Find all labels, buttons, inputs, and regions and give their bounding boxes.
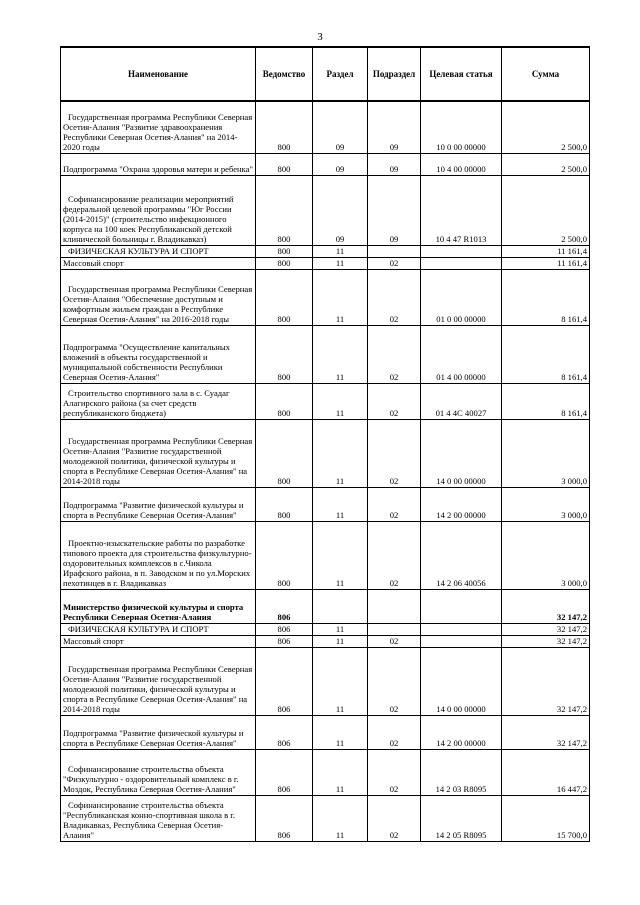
row-sum: 32 147,2 <box>502 647 590 715</box>
row-subsection: 02 <box>368 635 421 647</box>
table-row <box>61 175 590 245</box>
row-section: 11 <box>313 383 368 419</box>
row-subsection <box>368 623 421 635</box>
row-target-article: 14 2 06 40056 <box>421 521 502 589</box>
row-subsection: 02 <box>368 269 421 325</box>
row-department: 800 <box>256 101 313 153</box>
row-subsection: 09 <box>368 175 421 245</box>
row-section <box>313 589 368 623</box>
table-row <box>61 715 590 749</box>
row-department: 806 <box>256 715 313 749</box>
table-row <box>61 419 590 487</box>
row-department: 800 <box>256 521 313 589</box>
table-row <box>61 635 590 647</box>
table-row <box>61 245 590 257</box>
row-name: Строительство спортивного зала в с. Суадаг Алагирского района (за счет средств республиканского бюджета) <box>61 383 256 419</box>
row-name: Подпрограмма "Развитие физической культуры и спорта в Республике Северная Осетия-Алания" <box>61 715 256 749</box>
table-row <box>61 749 590 795</box>
row-department: 800 <box>256 175 313 245</box>
row-target-article: 14 2 00 00000 <box>421 487 502 521</box>
header-department: Ведомство <box>256 47 313 101</box>
row-section: 09 <box>313 101 368 153</box>
row-section: 11 <box>313 715 368 749</box>
row-department: 806 <box>256 647 313 715</box>
row-target-article <box>421 623 502 635</box>
row-name: Государственная программа Республики Северная Осетия-Алания "Развитие здравоохранения Республики Северная Осетия-Алания" на 2014-2020 годы <box>61 101 256 153</box>
table-row <box>61 153 590 175</box>
row-sum: 2 500,0 <box>502 175 590 245</box>
row-sum: 3 000,0 <box>502 521 590 589</box>
row-name: Государственная программа Республики Северная Осетия-Алания "Развитие государственной молодежной политики, физической культуры и спорта в Республике Северная Осетия-Алания" на 2014-2018 годы <box>61 647 256 715</box>
row-department: 800 <box>256 153 313 175</box>
row-target-article: 10 0 00 00000 <box>421 101 502 153</box>
row-sum: 15 700,0 <box>502 795 590 841</box>
row-target-article: 01 0 00 00000 <box>421 269 502 325</box>
row-department: 806 <box>256 623 313 635</box>
row-sum: 32 147,2 <box>502 635 590 647</box>
row-section: 11 <box>313 647 368 715</box>
row-sum: 11 161,4 <box>502 245 590 257</box>
row-section: 11 <box>313 623 368 635</box>
table-header-row <box>61 47 590 101</box>
row-target-article: 10 4 47 R1013 <box>421 175 502 245</box>
row-section: 11 <box>313 245 368 257</box>
row-name: ФИЗИЧЕСКАЯ КУЛЬТУРА И СПОРТ <box>61 623 256 635</box>
row-sum: 32 147,2 <box>502 623 590 635</box>
table-row <box>61 383 590 419</box>
header-section: Раздел <box>313 47 368 101</box>
row-name: Массовый спорт <box>61 257 256 269</box>
row-subsection: 02 <box>368 383 421 419</box>
table-row <box>61 647 590 715</box>
row-sum: 2 500,0 <box>502 101 590 153</box>
header-subsection: Подраздел <box>368 47 421 101</box>
row-department: 800 <box>256 383 313 419</box>
row-section: 09 <box>313 153 368 175</box>
row-target-article <box>421 245 502 257</box>
row-sum: 11 161,4 <box>502 257 590 269</box>
table-row <box>61 487 590 521</box>
row-sum: 8 161,4 <box>502 269 590 325</box>
row-name: Государственная программа Республики Северная Осетия-Алания "Обеспечение доступным и комфортным жильем граждан в Республике Северная Осетия-Алания" на 2016-2018 годы <box>61 269 256 325</box>
row-target-article: 01 4 00 00000 <box>421 325 502 383</box>
row-target-article: 14 0 00 00000 <box>421 647 502 715</box>
row-department: 800 <box>256 245 313 257</box>
row-name: Софинансирование реализации мероприятий федеральной целевой программы "Юг России (2014-2015)" (строительство инфекционного корпуса на 100 коек Республиканской детской клинической больницы г. Владикавказ) <box>61 175 256 245</box>
row-section: 11 <box>313 635 368 647</box>
row-department: 806 <box>256 795 313 841</box>
row-subsection: 09 <box>368 153 421 175</box>
row-name: Подпрограмма "Охрана здоровья матери и ребенка" <box>61 153 256 175</box>
row-name: Массовый спорт <box>61 635 256 647</box>
row-name: Министерство физической культуры и спорта Республики Северная Осетия-Алания <box>61 589 256 623</box>
row-department: 806 <box>256 635 313 647</box>
row-section: 11 <box>313 419 368 487</box>
table-row <box>61 589 590 623</box>
row-sum: 32 147,2 <box>502 715 590 749</box>
row-sum: 8 161,4 <box>502 383 590 419</box>
header-name: Наименование <box>61 47 256 101</box>
row-subsection: 02 <box>368 749 421 795</box>
row-department: 806 <box>256 589 313 623</box>
row-name: Государственная программа Республики Северная Осетия-Алания "Развитие государственной молодежной политики, физической культуры и спорта в Республике Северная Осетия-Алания" на 2014-2018 годы <box>61 419 256 487</box>
row-target-article <box>421 589 502 623</box>
row-section: 11 <box>313 487 368 521</box>
row-target-article: 01 4 4С 40027 <box>421 383 502 419</box>
row-target-article: 14 0 00 00000 <box>421 419 502 487</box>
row-section: 11 <box>313 521 368 589</box>
row-department: 800 <box>256 487 313 521</box>
budget-table <box>60 46 590 842</box>
row-name: Подпрограмма "Осуществление капитальных вложений в объекты государственной и муниципальной собственности Республики Северная Осетия-Алания" <box>61 325 256 383</box>
table-row <box>61 101 590 153</box>
row-section: 11 <box>313 257 368 269</box>
table-row <box>61 325 590 383</box>
row-target-article <box>421 635 502 647</box>
row-target-article: 14 2 03 R8095 <box>421 749 502 795</box>
row-name: Софинансирование строительства объекта "Физкультурно - оздоровительный комплекс в г. Моздок, Республика Северная Осетия-Алания" <box>61 749 256 795</box>
row-name: Софинансирование строительства объекта "Республиканская конно-спортивная школа в г. Владикавказ, Республика Северная Осетия-Алания" <box>61 795 256 841</box>
row-subsection: 02 <box>368 487 421 521</box>
table-row <box>61 795 590 841</box>
table-row <box>61 521 590 589</box>
row-subsection: 02 <box>368 257 421 269</box>
row-department: 800 <box>256 419 313 487</box>
table-row <box>61 623 590 635</box>
row-name: Подпрограмма "Развитие физической культуры и спорта в Республике Северная Осетия-Алания" <box>61 487 256 521</box>
row-name: ФИЗИЧЕСКАЯ КУЛЬТУРА И СПОРТ <box>61 245 256 257</box>
row-section: 09 <box>313 175 368 245</box>
row-department: 800 <box>256 325 313 383</box>
row-sum: 8 161,4 <box>502 325 590 383</box>
row-subsection: 02 <box>368 647 421 715</box>
row-sum: 16 447,2 <box>502 749 590 795</box>
row-sum: 32 147,2 <box>502 589 590 623</box>
row-target-article: 14 2 00 00000 <box>421 715 502 749</box>
row-subsection: 02 <box>368 715 421 749</box>
row-subsection <box>368 245 421 257</box>
row-target-article <box>421 257 502 269</box>
row-sum: 3 000,0 <box>502 487 590 521</box>
header-sum: Сумма <box>502 47 590 101</box>
table-row <box>61 269 590 325</box>
row-department: 800 <box>256 269 313 325</box>
row-subsection: 02 <box>368 795 421 841</box>
row-subsection: 02 <box>368 521 421 589</box>
row-department: 806 <box>256 749 313 795</box>
row-name: Проектно-изыскательские работы по разработке типового проекта для строительства физкультурно-оздоровительных комплексов в с.Чикола Ирафского района, в п. Заводском и по ул.Морских пехотинцев в г. Владикавказ <box>61 521 256 589</box>
row-section: 11 <box>313 749 368 795</box>
row-subsection: 02 <box>368 419 421 487</box>
row-subsection: 02 <box>368 325 421 383</box>
page-number: 3 <box>317 31 323 43</box>
row-section: 11 <box>313 325 368 383</box>
row-target-article: 10 4 00 00000 <box>421 153 502 175</box>
table-row <box>61 257 590 269</box>
row-subsection: 09 <box>368 101 421 153</box>
row-target-article: 14 2 05 R8095 <box>421 795 502 841</box>
row-section: 11 <box>313 795 368 841</box>
row-sum: 3 000,0 <box>502 419 590 487</box>
row-department: 800 <box>256 257 313 269</box>
row-subsection <box>368 589 421 623</box>
row-sum: 2 500,0 <box>502 153 590 175</box>
row-section: 11 <box>313 269 368 325</box>
header-target-article: Целевая статья <box>421 47 502 101</box>
